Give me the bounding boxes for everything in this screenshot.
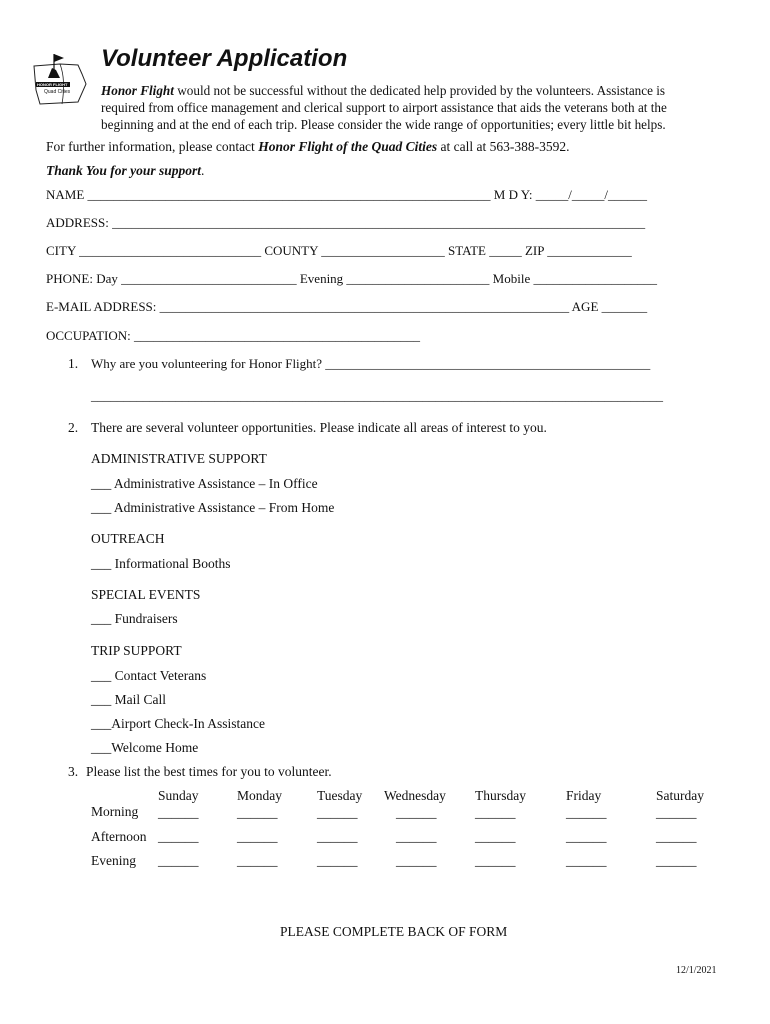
intro-paragraph bbox=[101, 82, 711, 133]
schedule-blank-morning-wednesday[interactable]: ______ bbox=[396, 805, 437, 820]
row-afternoon-label: Afternoon bbox=[91, 829, 147, 844]
day-sunday: Sunday bbox=[158, 788, 199, 803]
schedule-blank-afternoon-saturday[interactable]: ______ bbox=[656, 829, 697, 844]
option-welcome-home[interactable]: ___Welcome Home bbox=[91, 740, 199, 755]
special-events-heading: SPECIAL EVENTS bbox=[91, 587, 201, 602]
contact-prefix: For further information, please contact bbox=[46, 139, 259, 154]
day-saturday: Saturday bbox=[656, 788, 704, 803]
day-thursday: Thursday bbox=[475, 788, 526, 803]
option-informational-booths[interactable]: ___ Informational Booths bbox=[91, 556, 231, 571]
schedule-blank-morning-thursday[interactable]: ______ bbox=[475, 805, 516, 820]
day-friday: Friday bbox=[566, 788, 602, 803]
schedule-blank-afternoon-wednesday[interactable]: ______ bbox=[396, 829, 437, 844]
city-county-state-zip-field[interactable]: CITY ____________________________ COUNTY ___________________ STATE _____ ZIP _____________ bbox=[46, 243, 632, 258]
trip-support-heading: TRIP SUPPORT bbox=[91, 643, 182, 658]
form-date: 12/1/2021 bbox=[676, 965, 717, 976]
honor-flight-logo bbox=[26, 50, 96, 110]
contact-org: Honor Flight of the Quad Cities bbox=[258, 139, 438, 154]
admin-support-heading: ADMINISTRATIVE SUPPORT bbox=[91, 451, 267, 466]
address-field[interactable]: ADDRESS: __________________________________________________________________________________ bbox=[46, 215, 646, 230]
back-of-form-note: PLEASE COMPLETE BACK OF FORM bbox=[280, 924, 508, 939]
schedule-blank-evening-thursday[interactable]: ______ bbox=[475, 853, 516, 868]
row-evening-label: Evening bbox=[91, 853, 136, 868]
thanks-text: Thank You for your support bbox=[46, 163, 202, 178]
option-mail-call[interactable]: ___ Mail Call bbox=[91, 692, 166, 707]
schedule-blank-evening-saturday[interactable]: ______ bbox=[656, 853, 697, 868]
row-morning-label: Morning bbox=[91, 804, 139, 819]
schedule-blank-afternoon-thursday[interactable]: ______ bbox=[475, 829, 516, 844]
q3-number: 3. bbox=[68, 764, 79, 779]
contact-line bbox=[46, 140, 569, 154]
schedule-blank-afternoon-monday[interactable]: ______ bbox=[237, 829, 278, 844]
schedule-blank-afternoon-tuesday[interactable]: ______ bbox=[317, 829, 358, 844]
schedule-blank-evening-sunday[interactable]: ______ bbox=[158, 853, 199, 868]
svg-text:HONOR FLIGHT: HONOR FLIGHT bbox=[37, 82, 68, 87]
intro-org-name: Honor Flight bbox=[101, 83, 174, 98]
q3-text: Please list the best times for you to volunteer. bbox=[86, 764, 332, 779]
option-admin-from-home[interactable]: ___ Administrative Assistance – From Home bbox=[91, 500, 335, 515]
option-fundraisers[interactable]: ___ Fundraisers bbox=[91, 611, 178, 626]
contact-suffix: at call at 563-388-3592. bbox=[437, 139, 570, 154]
schedule-blank-morning-monday[interactable]: ______ bbox=[237, 805, 278, 820]
day-wednesday: Wednesday bbox=[384, 788, 446, 803]
thanks-period: . bbox=[201, 163, 205, 178]
day-tuesday: Tuesday bbox=[317, 788, 363, 803]
option-contact-veterans[interactable]: ___ Contact Veterans bbox=[91, 668, 207, 683]
q2-number: 2. bbox=[68, 420, 79, 435]
schedule-blank-morning-tuesday[interactable]: ______ bbox=[317, 805, 358, 820]
schedule-blank-afternoon-sunday[interactable]: ______ bbox=[158, 829, 199, 844]
schedule-blank-afternoon-friday[interactable]: ______ bbox=[566, 829, 607, 844]
svg-text:Quad Cities: Quad Cities bbox=[44, 89, 71, 95]
email-age-field[interactable]: E-MAIL ADDRESS: _______________________________________________________________ AGE _______ bbox=[46, 299, 648, 314]
schedule-blank-morning-friday[interactable]: ______ bbox=[566, 805, 607, 820]
q2-text: There are several volunteer opportunities. Please indicate all areas of interest to you. bbox=[91, 420, 547, 435]
option-admin-in-office[interactable]: ___ Administrative Assistance – In Office bbox=[91, 476, 318, 491]
q1-field[interactable]: Why are you volunteering for Honor Flight? __________________________________________________ bbox=[91, 356, 651, 371]
schedule-blank-morning-saturday[interactable]: ______ bbox=[656, 805, 697, 820]
q1-second-line[interactable]: ________________________________________________________________________________________ bbox=[91, 388, 663, 403]
q1-number: 1. bbox=[68, 356, 79, 371]
phone-field[interactable]: PHONE: Day ___________________________ Evening ______________________ Mobile ___________________ bbox=[46, 271, 657, 286]
name-field[interactable]: NAME ______________________________________________________________ M D Y: _____/_____/______ bbox=[46, 187, 648, 202]
thanks-line bbox=[46, 164, 204, 178]
schedule-blank-evening-monday[interactable]: ______ bbox=[237, 853, 278, 868]
schedule-blank-morning-sunday[interactable]: ______ bbox=[158, 805, 199, 820]
intro-text: would not be successful without the dedicated help provided by the volunteers. Assistance is required from office management and clerical support to airport assistance that aids the veterans both at the beginning and at the end of each trip. Please consider the wide range of opportunities; every little bit helps. bbox=[101, 83, 667, 132]
day-monday: Monday bbox=[237, 788, 282, 803]
schedule-blank-evening-wednesday[interactable]: ______ bbox=[396, 853, 437, 868]
option-airport-check-in[interactable]: ___Airport Check-In Assistance bbox=[91, 716, 265, 731]
schedule-blank-evening-friday[interactable]: ______ bbox=[566, 853, 607, 868]
outreach-heading: OUTREACH bbox=[91, 531, 165, 546]
page-title: Volunteer Application bbox=[101, 45, 348, 72]
schedule-blank-evening-tuesday[interactable]: ______ bbox=[317, 853, 358, 868]
occupation-field[interactable]: OCCUPATION: ____________________________________________ bbox=[46, 328, 421, 343]
